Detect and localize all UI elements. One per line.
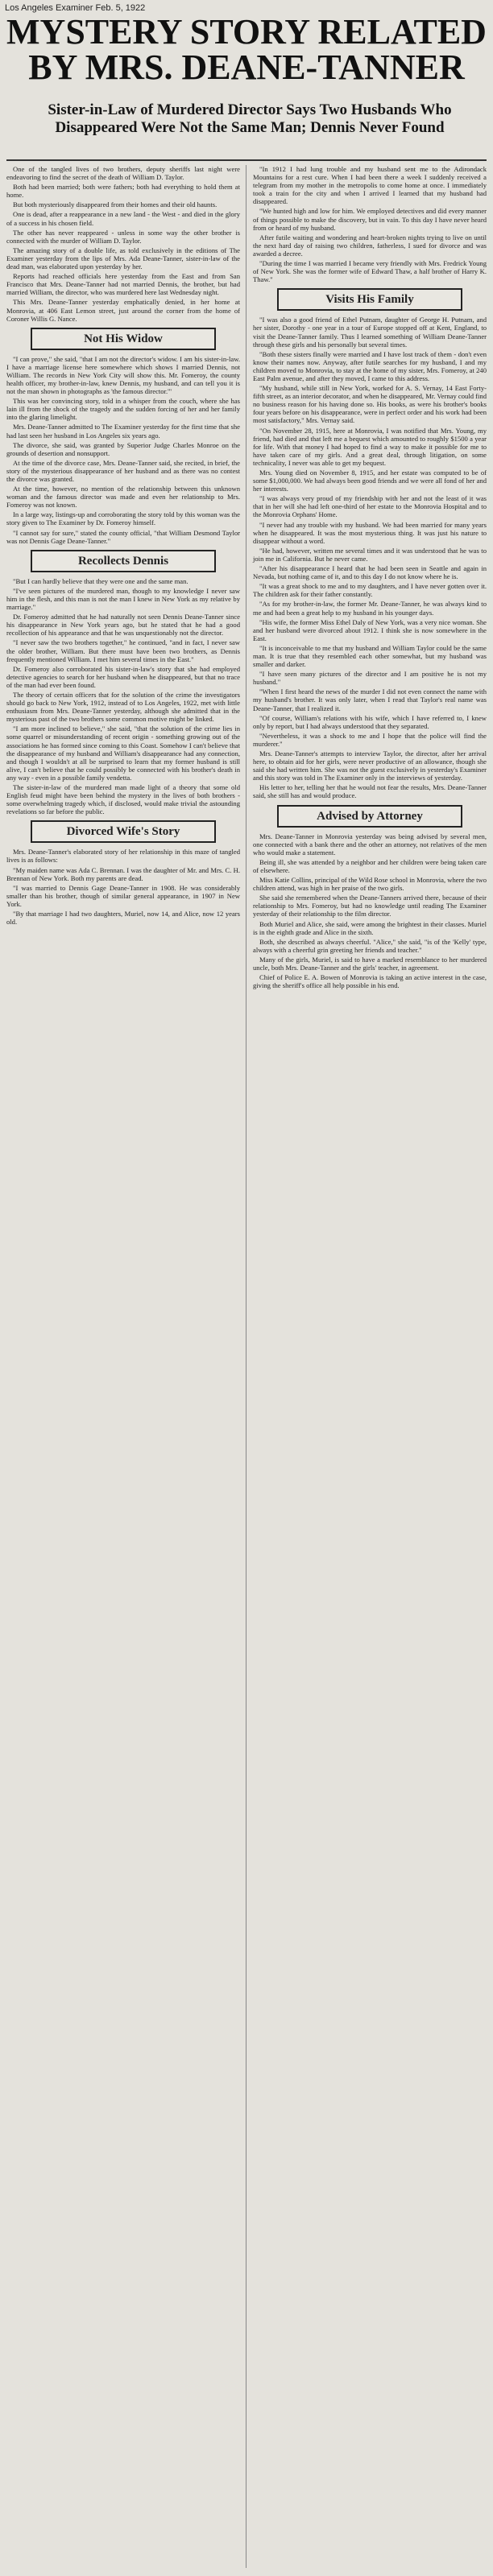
paragraph: The sister-in-law of the murdered man made light of a theory that some old English feud might have been behind the mystery in the lives of both brothers - some overwhelming tragedy which, if disclosed, would make trivial the astounding revelations so far before the public. — [6, 783, 240, 816]
paragraph: Both, she described as always cheerful. "Alice," she said, "is of the 'Kelly' type, always with a cheerful grin greeting her friends and teacher." — [253, 937, 487, 954]
headline: MYSTERY STORY RELATED BY MRS. DEANE-TANNER — [6, 12, 487, 87]
paragraph: "I cannot say for sure," stated the county official, "that William Desmond Taylor was not Dennis Gage Deane-Tanner." — [6, 528, 240, 545]
paragraph: Many of the girls, Muriel, is said to have a marked resemblance to her murdered uncle, both Mrs. Deane-Tanner and the girls' teacher, in agreement. — [253, 955, 487, 972]
paragraph: Dr. Fomeroy also corroborated his sister-in-law's story that she had employed detective agencies to search for her husband when he disappeared, but that no trace of the man had ever been found. — [6, 664, 240, 689]
paragraph: Both had been married; both were fathers; both had everything to hold them at home. — [6, 183, 240, 200]
paragraph: After futile waiting and wondering and heart-broken nights trying to live on until the next hard day of raising two children, fatherless, I sued for divorce and was awarded a decree. — [253, 233, 487, 258]
masthead: Los Angeles Examiner Feb. 5, 1922 — [5, 3, 146, 13]
paragraph: "I never had any trouble with my husband. We had been married for many years when he disappeared. It was the most mysterious thing. It was just his nature to disappear without a word. — [253, 520, 487, 545]
paragraph: "On November 28, 1915, here at Monrovia, I was notified that Mrs. Young, my friend, had died and that left me a bequest which amounted to roughly $1500 a year for life. With that money I had hoped to find a way to make it possible for me to have taken care of my girls. And a great deal, through litigation, on some technicality, I never was able to get my bequest. — [253, 426, 487, 467]
paragraph: Being ill, she was attended by a neighbor and her children were being taken care of elsewhere. — [253, 857, 487, 874]
paragraph: Mrs. Young died on November 8, 1915, and her estate was computed to be of some $1,000,000. We had always been good friends and we were all fond of her and her interests. — [253, 469, 487, 493]
paragraph: "My husband, while still in New York, worked for A. S. Vernay, 14 East Forty-fifth street, as an interior decorator, and when he disappeared, Mr. Vernay could find no business reason for his having done so. His books, as were his brother's books four years before on his disappearance, were in perfect order and his work had been most satisfactory," Mrs. Vernay said. — [253, 384, 487, 425]
paragraph: "Nevertheless, it was a shock to me and I hope that the police will find the murderer." — [253, 731, 487, 748]
paragraph: But both mysteriously disappeared from their homes and their old haunts. — [13, 200, 218, 209]
paragraph: The amazing story of a double life, as told exclusively in the editions of The Examiner yesterday from the lips of Mrs. Ada Deane-Tanner, sister-in-law of the dead man, was elaborated upon yesterday by her. — [6, 246, 240, 271]
right-intro — [253, 165, 487, 283]
paragraph: The divorce, she said, was granted by Superior Judge Charles Monroe on the grounds of desertion and nonsupport. — [6, 440, 240, 457]
paragraph: This Mrs. Deane-Tanner yesterday emphatically denied, in her home at Monrovia, at 406 East Lemon street, just around the corner from the home of Coroner Willis G. Nance. — [6, 298, 240, 323]
paragraph: One is dead, after a reappearance in a new land - the West - and died in the glory of a success in his chosen field. — [6, 210, 240, 227]
paragraph: "Both these sisters finally were married and I have lost track of them - don't even know their names now. Anyway, after futile searches for my husband, I and my children moved to Monrovia, to stay at the home of my sister, Mrs. Fomeroy, at 240 East Palm avenue, and after they moved, I came to this address. — [253, 349, 487, 382]
paragraph: "After his disappearance I heard that he had been seen in Seattle and again in Nevada, but nothing came of it, and to this day I do not know where he is. — [253, 564, 487, 581]
paragraph: Dr. Fomeroy admitted that he had naturally not seen Dennis Deane-Tanner since his disappearance in New York years ago, but he stated that he had a good recollection of his appearance and that he was unquestionably not the director. — [6, 613, 240, 638]
paragraph: One of the tangled lives of two brothers, deputy sheriffs last night were endeavoring to find the secret of the death of William D. Taylor. — [6, 165, 240, 182]
paragraph: "I am more inclined to believe," she said, "that the solution of the crime lies in some quarrel or misunderstanding of recent origin - something growing out of the associations he has formed since coming to this Coast. Somehow I can't believe that the disappearance of my husband and William's disappearance had any connection, and though I wouldn't at all be surprised to learn that my former husband is still alive, I can't believe that he could possibly be connected with his brother's death in any way - even in a possible family vendetta. — [6, 724, 240, 782]
paragraph: Mrs. Deane-Tanner's elaborated story of her relationship in this maze of tangled lives is as follows: — [6, 848, 240, 865]
paragraph: "We hunted high and low for him. We employed detectives and did every manner of things possible to make the discovery, but in vain. To this day I have never heard from or heard of my husband. — [253, 207, 487, 232]
paragraph: "During the time I was married I became very friendly with Mrs. Fredrick Young of New York. She was the former wife of Edward Thaw, a half brother of Harry K. Thaw." — [253, 259, 487, 284]
paragraph: "I have seen many pictures of the director and I am positive he is not my husband." — [253, 670, 487, 687]
right-section2 — [253, 832, 487, 990]
paragraph: Mrs. Deane-Tanner admitted to The Examiner yesterday for the first time that she had last seen her husband in Los Angeles six years ago. — [6, 423, 240, 440]
right-section1 — [253, 316, 487, 799]
paragraph: "It is inconceivable to me that my husband and William Taylor could be the same man. It is true that they resembled each other somewhat, but my husband was smaller and darker. — [253, 643, 487, 669]
paragraph: "In 1912 I had lung trouble and my husband sent me to the Adirondack Mountains for a rest cure. When I had been there a week I suddenly received a telegram from my mother in the metropolis to come home at once. I immediately took a train for the city and when I arrived I learned that my husband had disappeared. — [253, 165, 487, 206]
paragraph: "I was married to Dennis Gage Deane-Tanner in 1908. He was considerably smaller than his brother, though of similar general appearance, in 1907 in New York. — [6, 883, 240, 908]
section-visits-his-family: Visits His Family — [277, 288, 462, 311]
paragraph: Mrs. Deane-Tanner's attempts to interview Taylor, the director, after her arrival here, to obtain aid for her girls, were never productive of an allowance, though she said she had written him. She was not the guest exclusively in yesterday's Examiner and this story was told in The Examiner only in the interviews of yesterday. — [253, 749, 487, 782]
top-rule — [6, 159, 487, 161]
paragraph: "I was also a good friend of Ethel Putnam, daughter of George H. Putnam, and her sister, Dorothy - one year in a tour of Europe stopped off at Kent, England, to visit the Deane-Tanner family. Thus I learned something of William Deane-Tanner through these girls and his personally but several times. — [253, 316, 487, 349]
paragraph: "But I can hardly believe that they were one and the same man. — [13, 576, 188, 585]
paragraph: She said she remembered when the Deane-Tanners arrived there, because of their relationship to Mrs. Fomeroy, but had no knowledge until reading The Examiner yesterday of their relationship to the film director. — [253, 894, 487, 919]
left-section1 — [6, 355, 240, 545]
paragraph: "I've seen pictures of the murdered man, though to my knowledge I never saw him in the flesh, and this man is not the man I knew in New York as my relative by marriage." — [6, 586, 240, 612]
paragraph: "I can prove," she said, "that I am not the director's widow. I am his sister-in-law. I have a marriage license here somewhere which shows I married Dennis, not William. The records in New York City will show this. Mr. Fomeroy, the county health officer, my brother-in-law, knew Dennis, my husband, and can tell you it is not the man shown in photographs as 'the famous director.'" — [6, 354, 240, 396]
section-divorced-wifes-story: Divorced Wife's Story — [31, 820, 216, 843]
left-section3 — [6, 848, 240, 926]
paragraph: At the time of the divorce case, Mrs. Deane-Tanner said, she recited, in brief, the story of the mysterious disappearance of her husband and as there was no contest the divorce was granted. — [6, 458, 240, 483]
paragraph: "I never saw the two brothers together," he continued, "and in fact, I never saw the older brother, William. But there must have been two brothers, as Dennis frequently mentioned William. I met him several times in the East." — [6, 638, 240, 663]
paragraph: "It was a great shock to me and to my daughters, and I have never gotten over it. The children ask for their father constantly. — [253, 582, 487, 599]
paragraph: At the time, however, no mention of the relationship between this unknown woman and the famous director was made and even her relationship to Mrs. Fomeroy was not known. — [6, 485, 240, 510]
paragraph: "He had, however, written me several times and it was understood that he was to join me in California. But he never came. — [253, 546, 487, 563]
section-advised-by-attorney: Advised by Attorney — [277, 805, 462, 828]
paragraph: Mrs. Deane-Tanner in Monrovia yesterday was being advised by several men, one connected with a bank there and the other an attorney, not relatives of the men who would make a statement. — [253, 832, 487, 857]
paragraph: "My maiden name was Ada C. Brennan. I was the daughter of Mr. and Mrs. C. H. Brennan of New York. Both my parents are dead. — [6, 865, 240, 882]
paragraph: Chief of Police E. A. Bowen of Monrovia is taking an active interest in the case, giving the sheriff's office all help possible in his end. — [253, 973, 487, 990]
paragraph: This was her convincing story, told in a whisper from the couch, where she has lain ill from the shock of the tragedy and the sudden forcing of her and her family into the glaring limelight. — [6, 397, 240, 422]
paragraph: "By that marriage I had two daughters, Muriel, now 14, and Alice, now 12 years old. — [6, 910, 240, 927]
subhead: Sister-in-Law of Murdered Director Says Two Husbands Who Disappeared Were Not the Same Man; Dennis Never Found — [48, 101, 452, 136]
paragraph: Both Muriel and Alice, she said, were among the brightest in their classes. Muriel is in the eighth grade and Alice in the sixth. — [253, 919, 487, 936]
section-not-his-widow: Not His Widow — [31, 328, 216, 350]
paragraph: In a large way, listings-up and corroborating the story told by this woman was the story given to The Examiner by Dr. Fomeroy himself. — [6, 510, 240, 527]
paragraph: His letter to her, telling her that he would not fear the results, Mrs. Deane-Tanner said, she still has and would produce. — [253, 783, 487, 800]
section-recollects-dennis: Recollects Dennis — [31, 550, 216, 572]
left-section2 — [6, 577, 240, 816]
paragraph: Reports had reached officials here yesterday from the East and from San Francisco that Mrs. Deane-Tanner had not married Dennis, the brother, but had married William, the director, who was murdered here last Wednesday night. — [6, 272, 240, 297]
paragraph: Miss Katie Collins, principal of the Wild Rose school in Monrovia, where the two children attend, was high in her praise of the two girls. — [253, 876, 487, 893]
paragraph: "I was always very proud of my friendship with her and not the least of it was that in her will she had left one-third of her estate to the Monrovia Hospital and to the Monrovia Orphans' Home. — [253, 494, 487, 519]
right-column — [253, 165, 487, 991]
left-column — [6, 165, 240, 927]
paragraph: The other has never reappeared - unless in some way the other brother is connected with the murder of William D. Taylor. — [6, 228, 240, 245]
paragraph: "As for my brother-in-law, the former Mr. Deane-Tanner, he was always kind to me and had been a great help to my husband in his younger days. — [253, 600, 487, 617]
left-intro — [6, 165, 240, 323]
paragraph: The theory of certain officers that for the solution of the crime the investigators should go back to New York, 1912, instead of to Los Angeles, 1922, met with little enthusiasm from Mrs. Deane-Tanner yesterday, although she admitted that in the mysterious past of the two brothers some common motive might be linked. — [6, 690, 240, 724]
paragraph: "Of course, William's relations with his wife, which I have referred to, I knew only by report, but I had always understood that they separated. — [253, 713, 487, 730]
paragraph: "When I first heard the news of the murder I did not even connect the name with my husband's brother. It was only later, when I read that Taylor's real name was Deane-Tanner, that I realized it. — [253, 687, 487, 712]
paragraph: "His wife, the former Miss Ethel Daly of New York, was a very nice woman. She and her husband were divorced about 1912. I think she is now somewhere in the East. — [253, 617, 487, 642]
